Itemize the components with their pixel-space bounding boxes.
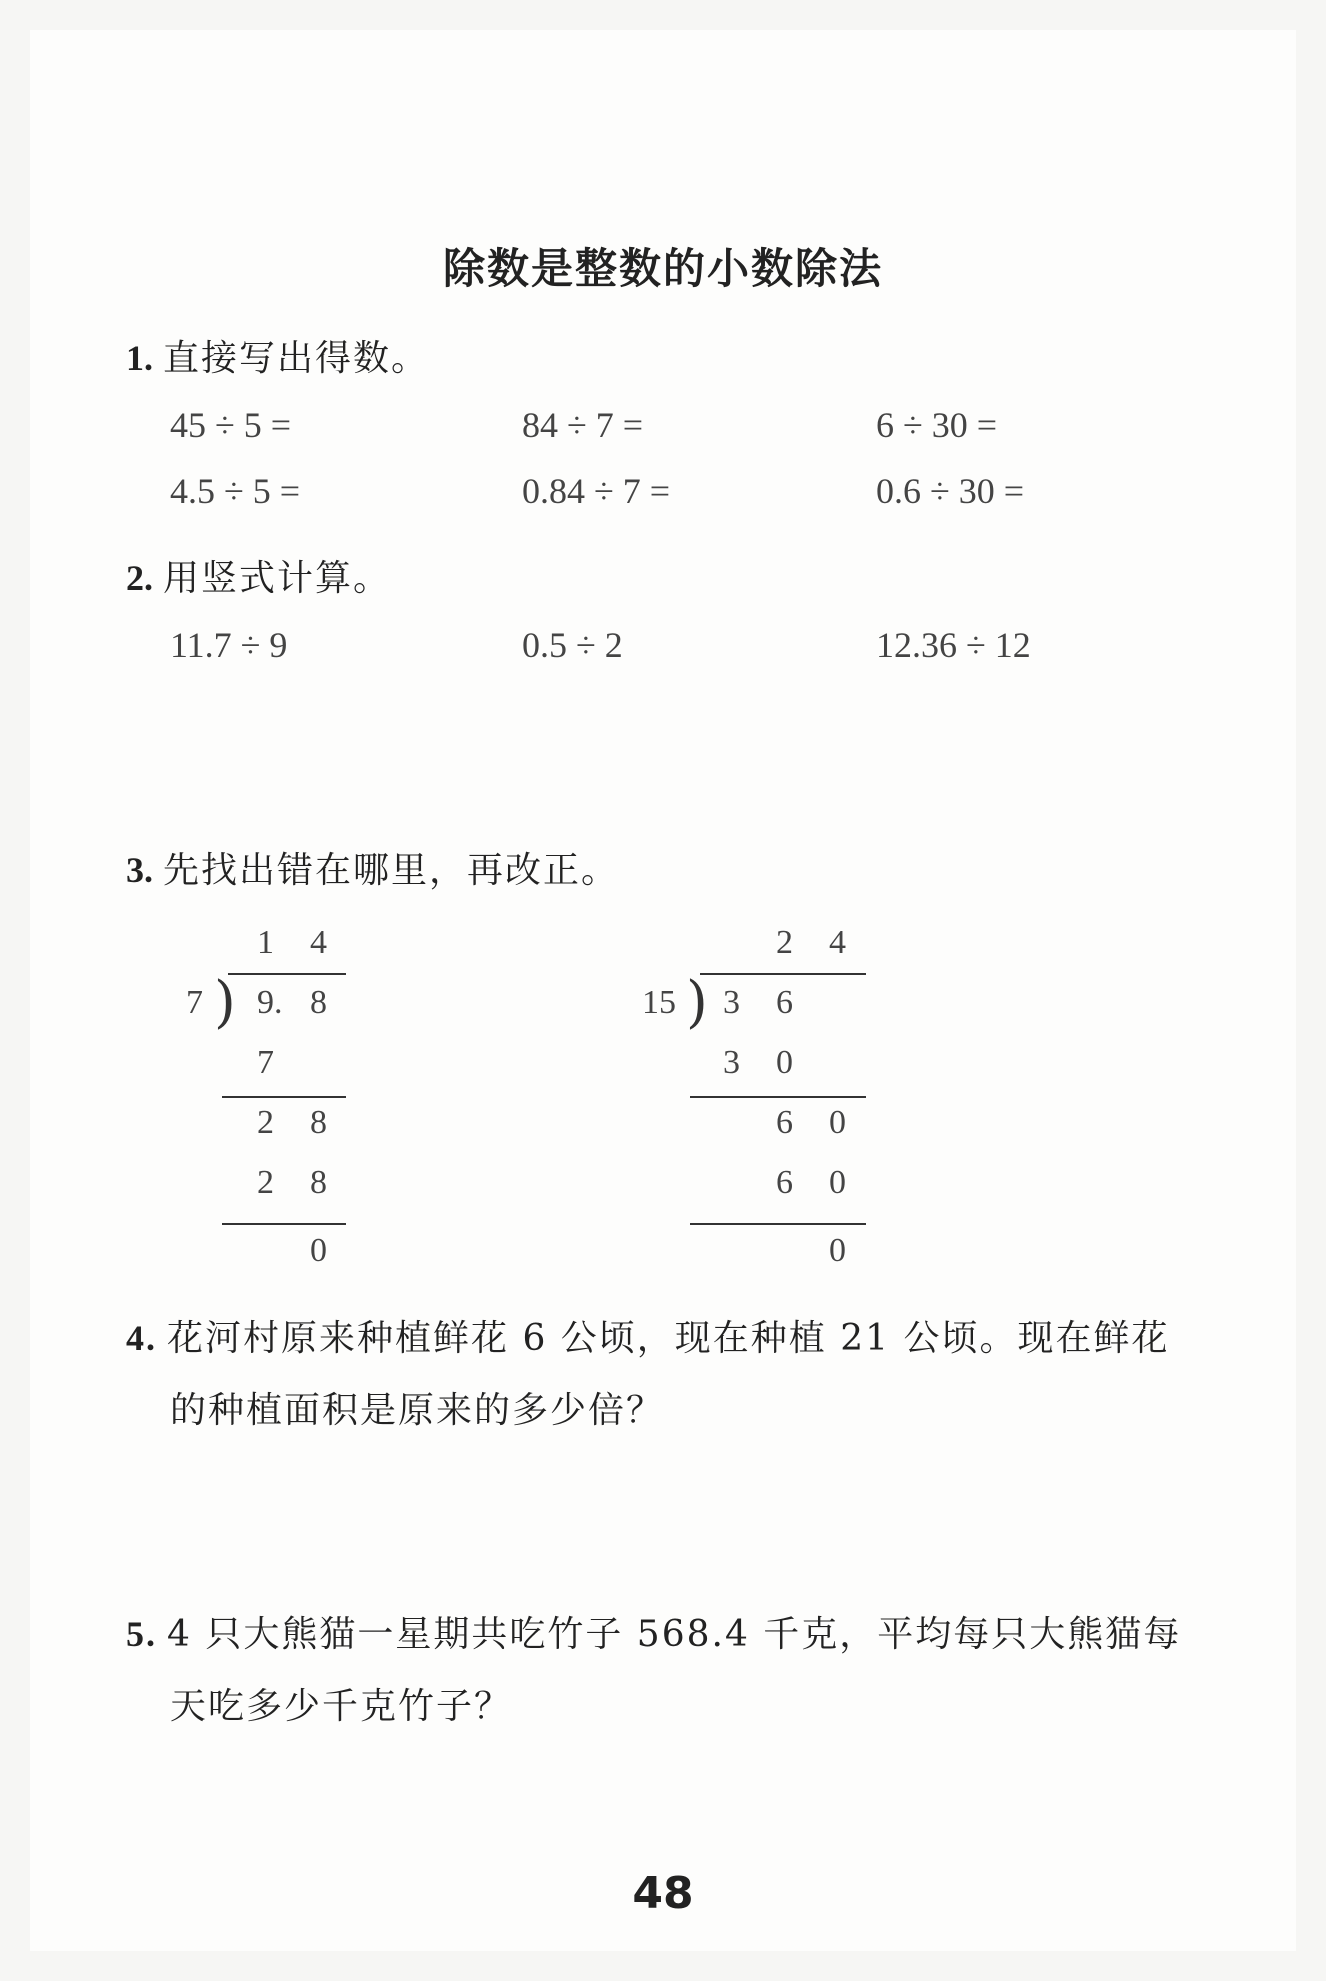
ld1-subtract-line-1 (222, 1096, 346, 1098)
ld2-quotient-digit: 2 (776, 924, 793, 961)
q2-expr-1: 11.7 ÷ 9 (170, 625, 288, 665)
q1-expr-4: 4.5 ÷ 5 = (170, 471, 301, 511)
ld2-subtract-line-2 (690, 1223, 866, 1225)
question-1-number: 1. (126, 338, 153, 378)
ld1-quotient-digit: 4 (310, 924, 327, 961)
ld1-final-digit: 0 (310, 1232, 327, 1269)
ld2-division-bracket: ) (686, 970, 708, 1035)
ld2-step1-digit: 0 (776, 1044, 793, 1081)
question-5-line-1: 4 只大熊猫一星期共吃竹子 568.4 千克，平均每只大熊猫每 (167, 1614, 1182, 1655)
question-4-line-2: 的种植面积是原来的多少倍？ (170, 1390, 665, 1431)
q1-expr-5: 0.84 ÷ 7 = (522, 471, 671, 511)
ld2-step1-digit: 3 (723, 1044, 740, 1081)
question-5 (126, 1598, 1206, 1743)
question-3-text: 先找出错在哪里，再改正。 (163, 850, 620, 891)
question-3 (126, 852, 619, 889)
question-5-line-2: 天吃多少千克竹子？ (170, 1686, 513, 1727)
ld1-rem1-digit: 8 (310, 1104, 327, 1141)
ld2-step2-digit: 6 (776, 1164, 793, 1201)
ld2-final-digit: 0 (829, 1232, 846, 1269)
ld1-subtract-line-2 (222, 1223, 346, 1225)
page-number: 48 (632, 1868, 694, 1919)
ld1-division-bracket: ) (214, 970, 236, 1035)
ld2-divisor: 15 (642, 984, 676, 1021)
question-4-number: 4. (126, 1318, 157, 1358)
question-4-line-1: 花河村原来种植鲜花 6 公顷，现在种植 21 公顷。现在鲜花 (167, 1318, 1170, 1359)
ld1-division-bar (228, 973, 346, 975)
q2-expr-3: 12.36 ÷ 12 (876, 625, 1031, 665)
ld1-step2-digit: 2 (257, 1164, 274, 1201)
ld1-quotient-digit: 1 (257, 924, 274, 961)
ld1-dividend-digit: 8 (310, 984, 327, 1021)
question-2 (126, 560, 391, 597)
q1-expr-2: 84 ÷ 7 = (522, 405, 644, 445)
question-3-number: 3. (126, 850, 153, 890)
ld1-step2-digit: 8 (310, 1164, 327, 1201)
page-title: 除数是整数的小数除法 (442, 244, 883, 293)
ld2-rem1-digit: 0 (829, 1104, 846, 1141)
q1-expr-3: 6 ÷ 30 = (876, 405, 998, 445)
ld2-dividend-digit: 3 (723, 984, 740, 1021)
question-2-text: 用竖式计算。 (163, 558, 392, 599)
ld2-step2-digit: 0 (829, 1164, 846, 1201)
ld2-subtract-line-1 (690, 1096, 866, 1098)
ld1-divisor: 7 (186, 984, 203, 1021)
question-1-text: 直接写出得数。 (163, 338, 430, 379)
ld2-division-bar (700, 973, 866, 975)
q1-expr-6: 0.6 ÷ 30 = (876, 471, 1025, 511)
ld2-rem1-digit: 6 (776, 1104, 793, 1141)
ld2-dividend-digit: 6 (776, 984, 793, 1021)
ld2-quotient-digit: 4 (829, 924, 846, 961)
question-1 (126, 340, 429, 377)
question-2-number: 2. (126, 558, 153, 598)
ld1-rem1-digit: 2 (257, 1104, 274, 1141)
ld1-step1-digit: 7 (257, 1044, 274, 1081)
question-5-number: 5. (126, 1614, 157, 1654)
q2-expr-2: 0.5 ÷ 2 (522, 625, 623, 665)
question-4 (126, 1302, 1206, 1447)
q1-expr-1: 45 ÷ 5 = (170, 405, 292, 445)
ld1-dividend-digit: 9. (257, 984, 283, 1021)
